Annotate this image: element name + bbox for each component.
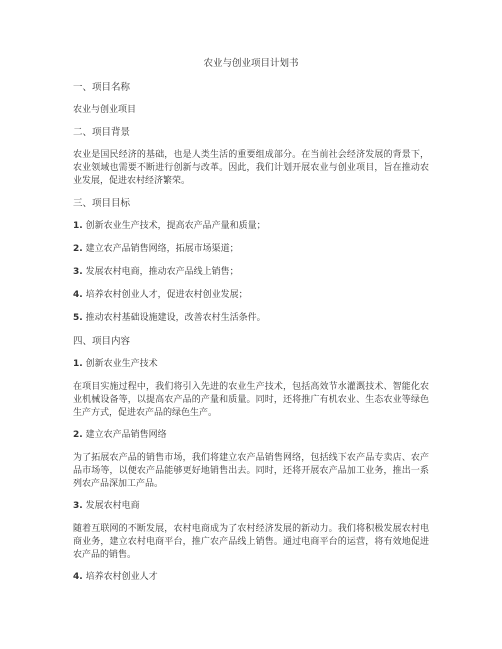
section-heading-goals: 三、项目目标 bbox=[73, 198, 131, 209]
goal-item-text: 发展农村电商，推动农产品线上销售； bbox=[85, 267, 239, 277]
subsection-number: 3. bbox=[73, 501, 83, 511]
subsection-title: 创新农业生产技术 bbox=[85, 359, 158, 369]
subsection-paragraph: 为了拓展农产品的销售市场，我们将建立农产品销售网络，包括线下农产品专卖店、农产品市场等，以便农产品能够更好地销售出去。同时，还将开展农产品加工业务，推出一系列农产品深加工产品。 bbox=[73, 453, 429, 489]
goal-item bbox=[73, 220, 429, 233]
section-heading-project-name: 一、项目名称 bbox=[73, 82, 131, 93]
goal-item bbox=[73, 312, 429, 325]
project-name-text: 农业与创业项目 bbox=[73, 105, 137, 115]
subsection-heading bbox=[73, 429, 429, 442]
section-heading-background: 二、项目背景 bbox=[73, 127, 131, 138]
goal-item-number: 5. bbox=[73, 313, 83, 323]
goal-item bbox=[73, 243, 429, 256]
subsection-title: 发展农村电商 bbox=[85, 501, 140, 511]
subsection-paragraph: 在项目实施过程中，我们将引入先进的农业生产技术，包括高效节水灌溉技术、智能化农业机械设备等，以提高农产品的产量和质量。同时，还将推广有机农业、生态农业等绿色生产方式，促进农产品的绿色生产。 bbox=[73, 382, 429, 418]
goal-item-number: 3. bbox=[73, 267, 83, 277]
goal-item-text: 培养农村创业人才，促进农村创业发展； bbox=[85, 290, 248, 300]
subsection-paragraph: 随着互联网的不断发展，农村电商成为了农村经济发展的新动力。我们将积极发展农村电商业务，建立农村电商平台，推广农产品线上销售。通过电商平台的运营，将有效地促进农产品的销售。 bbox=[73, 524, 429, 560]
subsection-number: 1. bbox=[73, 359, 83, 369]
subsection-title: 建立农产品销售网络 bbox=[85, 430, 167, 440]
subsection-number: 2. bbox=[73, 430, 83, 440]
goal-item-number: 4. bbox=[73, 290, 83, 300]
goal-item-text: 创新农业生产技术，提高农产品产量和质量； bbox=[85, 221, 266, 231]
subsection-heading bbox=[73, 358, 429, 371]
goal-item bbox=[73, 289, 429, 302]
section-heading-content: 四、项目内容 bbox=[73, 336, 131, 347]
subsection-title: 培养农村创业人才 bbox=[85, 572, 158, 582]
subsection-number: 4. bbox=[73, 572, 83, 582]
goal-item-number: 2. bbox=[73, 244, 83, 254]
document-title: 农业与创业项目计划书 bbox=[203, 58, 299, 69]
subsection-heading bbox=[73, 571, 429, 584]
goal-item-text: 推动农村基础设施建设，改善农村生活条件。 bbox=[85, 313, 266, 323]
goal-item-text: 建立农产品销售网络，拓展市场渠道； bbox=[85, 244, 239, 254]
goal-item-number: 1. bbox=[73, 221, 83, 231]
background-paragraph: 农业是国民经济的基础，也是人类生活的重要组成部分。在当前社会经济发展的背景下，农业领域也需要不断进行创新与改革。因此，我们计划开展农业与创业项目，旨在推动农业发展，促进农村经济繁荣。 bbox=[73, 150, 429, 186]
subsection-heading bbox=[73, 500, 429, 513]
goal-item bbox=[73, 266, 429, 279]
